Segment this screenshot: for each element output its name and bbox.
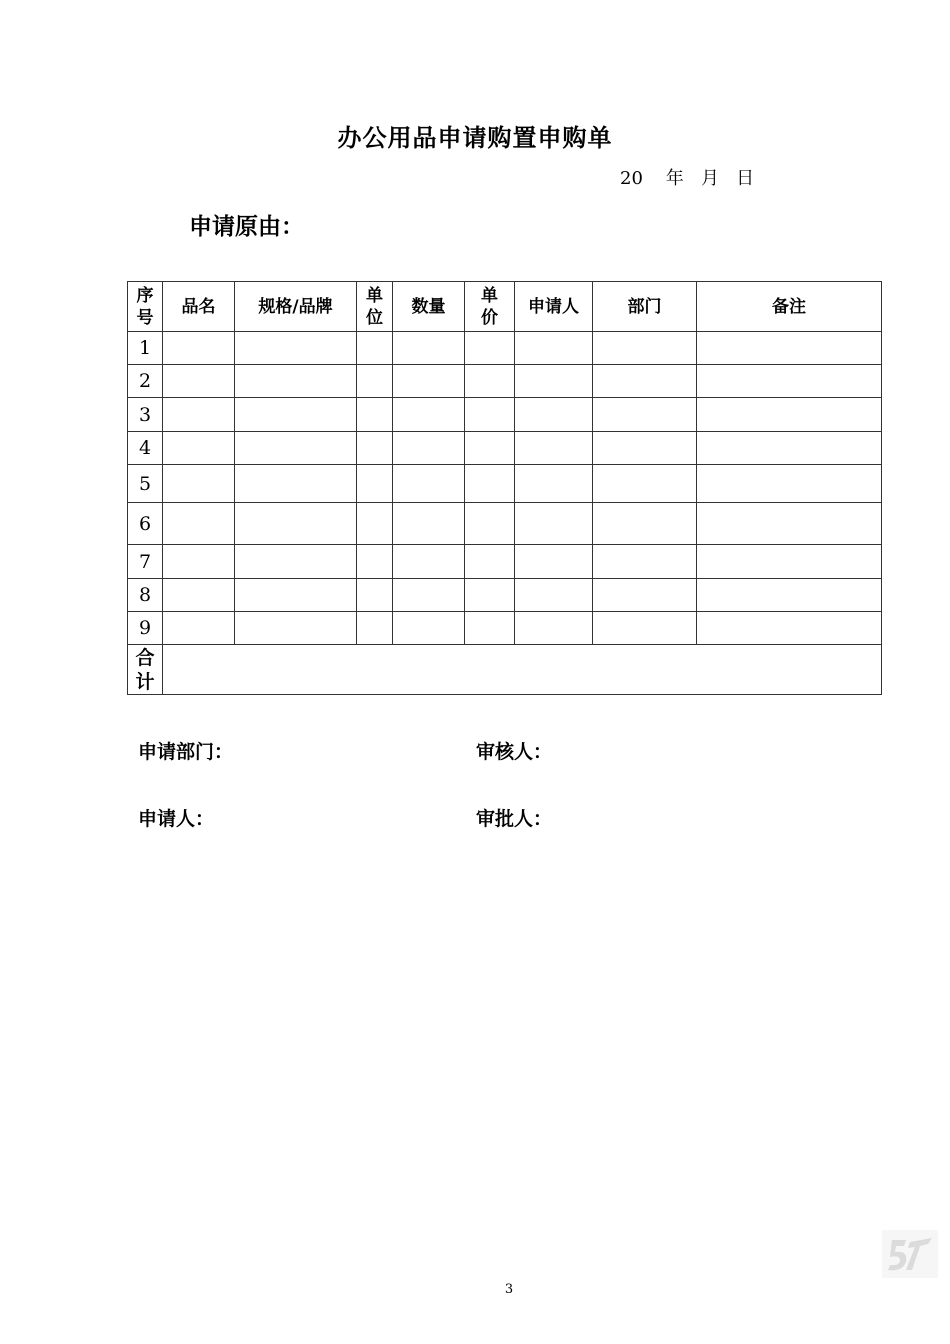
empty-entry-cell[interactable] [163,332,235,365]
empty-entry-cell[interactable] [235,465,357,503]
applying-department-label: 申请部门： [138,741,234,763]
row-number-cell: 9 [128,612,163,645]
empty-entry-cell[interactable] [357,432,393,465]
header-row [128,282,882,332]
table-row [128,545,882,579]
empty-entry-cell[interactable] [515,503,593,545]
row-number-cell: 2 [128,365,163,398]
table-row [128,503,882,545]
total-value-cell[interactable] [163,645,882,695]
reviewer-label: 审核人： [476,741,553,763]
row-number-cell: 5 [128,465,163,503]
empty-entry-cell[interactable] [697,432,882,465]
watermark-logo-icon [882,1230,938,1278]
empty-entry-cell[interactable] [163,503,235,545]
empty-entry-cell[interactable] [465,503,515,545]
empty-entry-cell[interactable] [593,365,697,398]
empty-entry-cell[interactable] [593,398,697,432]
empty-entry-cell[interactable] [593,332,697,365]
empty-entry-cell[interactable] [465,545,515,579]
header-spec-brand: 规格/品牌 [235,282,357,332]
empty-entry-cell[interactable] [515,579,593,612]
table-row [128,398,882,432]
empty-entry-cell[interactable] [465,332,515,365]
header-unit-price [465,282,515,332]
empty-entry-cell[interactable] [393,503,465,545]
empty-entry-cell[interactable] [593,432,697,465]
header-unit-price-label: 单 价 [481,285,498,328]
empty-entry-cell[interactable] [697,332,882,365]
empty-entry-cell[interactable] [593,503,697,545]
empty-entry-cell[interactable] [357,545,393,579]
empty-entry-cell[interactable] [235,503,357,545]
empty-entry-cell[interactable] [697,612,882,645]
empty-entry-cell[interactable] [515,612,593,645]
date-line: 20 年 月 日 [620,168,755,189]
approver-label: 审批人： [476,808,553,830]
empty-entry-cell[interactable] [357,612,393,645]
empty-entry-cell[interactable] [357,365,393,398]
empty-entry-cell[interactable] [697,503,882,545]
table-row [128,365,882,398]
empty-entry-cell[interactable] [515,365,593,398]
empty-entry-cell[interactable] [515,398,593,432]
total-row [128,645,882,695]
empty-entry-cell[interactable] [163,612,235,645]
page-title: 办公用品申请购置申购单 [337,124,613,152]
empty-entry-cell[interactable] [465,398,515,432]
row-number-cell: 8 [128,579,163,612]
empty-entry-cell[interactable] [697,465,882,503]
empty-entry-cell[interactable] [697,365,882,398]
header-applicant: 申请人 [515,282,593,332]
header-index [128,282,163,332]
empty-entry-cell[interactable] [163,465,235,503]
empty-entry-cell[interactable] [163,545,235,579]
empty-entry-cell[interactable] [593,612,697,645]
empty-entry-cell[interactable] [465,432,515,465]
empty-entry-cell[interactable] [163,398,235,432]
empty-entry-cell[interactable] [515,465,593,503]
empty-entry-cell[interactable] [393,465,465,503]
empty-entry-cell[interactable] [697,398,882,432]
empty-entry-cell[interactable] [465,612,515,645]
empty-entry-cell[interactable] [393,545,465,579]
empty-entry-cell[interactable] [235,432,357,465]
header-department: 部门 [593,282,697,332]
empty-entry-cell[interactable] [593,579,697,612]
empty-entry-cell[interactable] [465,365,515,398]
empty-entry-cell[interactable] [465,579,515,612]
empty-entry-cell[interactable] [357,503,393,545]
header-remarks: 备注 [697,282,882,332]
purchase-table [127,281,882,695]
empty-entry-cell[interactable] [515,332,593,365]
empty-entry-cell[interactable] [515,432,593,465]
empty-entry-cell[interactable] [393,398,465,432]
empty-entry-cell[interactable] [357,465,393,503]
table-row [128,332,882,365]
table-row [128,432,882,465]
empty-entry-cell[interactable] [163,365,235,398]
row-number-cell: 3 [128,398,163,432]
empty-entry-cell[interactable] [465,465,515,503]
row-number-cell: 1 [128,332,163,365]
empty-entry-cell[interactable] [697,579,882,612]
empty-entry-cell[interactable] [393,579,465,612]
reason-label: 申请原由： [189,214,304,240]
applicant-label: 申请人： [138,808,215,830]
header-unit [357,282,393,332]
page-number: 3 [504,1282,514,1297]
header-unit-label: 单 位 [366,285,383,328]
empty-entry-cell[interactable] [593,545,697,579]
empty-entry-cell[interactable] [697,545,882,579]
header-index-label: 序 号 [136,285,154,328]
total-label: 合 计 [135,646,155,693]
table-row [128,579,882,612]
empty-entry-cell[interactable] [357,398,393,432]
empty-entry-cell[interactable] [235,365,357,398]
empty-entry-cell[interactable] [357,579,393,612]
empty-entry-cell[interactable] [393,432,465,465]
empty-entry-cell[interactable] [393,612,465,645]
empty-entry-cell[interactable] [393,365,465,398]
table-row [128,465,882,503]
row-number-cell: 7 [128,545,163,579]
header-quantity: 数量 [393,282,465,332]
table-row [128,612,882,645]
empty-entry-cell[interactable] [163,432,235,465]
empty-entry-cell[interactable] [515,545,593,579]
empty-entry-cell[interactable] [235,612,357,645]
empty-entry-cell[interactable] [235,332,357,365]
row-number-cell: 6 [128,503,163,545]
header-item-name: 品名 [163,282,235,332]
empty-entry-cell[interactable] [235,545,357,579]
row-number-cell: 4 [128,432,163,465]
empty-entry-cell[interactable] [235,398,357,432]
empty-entry-cell[interactable] [593,465,697,503]
empty-entry-cell[interactable] [163,579,235,612]
empty-entry-cell[interactable] [393,332,465,365]
empty-entry-cell[interactable] [357,332,393,365]
empty-entry-cell[interactable] [235,579,357,612]
total-label-cell [128,645,163,695]
